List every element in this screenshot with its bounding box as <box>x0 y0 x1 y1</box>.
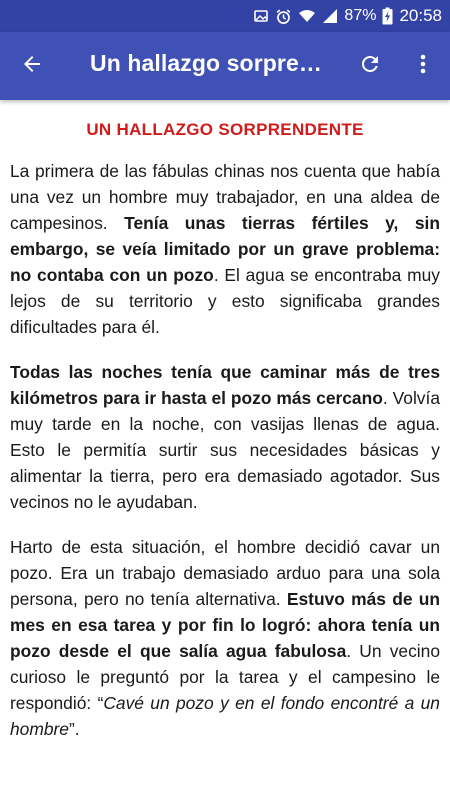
paragraph-3-text-1: Harto de esta situación, el hombre decidió cavar un pozo. Era un trabajo demasiado arduo para una sola persona, pero no tenía alternativa. <box>10 537 440 609</box>
photo-icon <box>253 8 269 24</box>
more-options-button[interactable] <box>408 48 438 84</box>
paragraph-2 <box>10 359 440 515</box>
refresh-button[interactable] <box>352 48 388 84</box>
signal-icon <box>322 8 338 24</box>
paragraph-3 <box>10 534 440 742</box>
paragraph-3-bold-1: Estuvo más de un mes en esa tarea y por fin lo logró: ahora tenía un pozo desde el que salía agua fabulosa <box>10 589 441 661</box>
paragraph-3-text-2: . Un vecino curioso le preguntó por la tarea y el campesino le respondió: “ <box>10 641 441 713</box>
app-bar <box>0 32 450 100</box>
alarm-icon <box>275 8 292 25</box>
paragraph-1-text-2: . El agua se encontraba muy lejos de su territorio y esto significaba grandes dificultades para él. <box>10 265 440 337</box>
page-title: Un hallazgo sorpre… <box>90 50 322 76</box>
paragraph-2-text-1: . Volvía muy tarde en la noche, con vasijas llenas de agua. Esto le permitía surtir sus necesidades básicas y alimentar la tierra, pero era demasiado agotador. Sus vecinos no le ayudaban. <box>10 388 441 512</box>
battery-percent: 87% <box>344 7 377 24</box>
paragraph-2-bold-1: Todas las noches tenía que caminar más de tres kilómetros para ir hasta el pozo más cercano <box>10 362 440 408</box>
more-vert-icon <box>419 52 427 81</box>
article-heading: UN HALLAZGO SORPRENDENTE <box>86 120 364 139</box>
wifi-icon <box>298 8 316 24</box>
paragraph-1 <box>10 158 440 340</box>
paragraph-3-text-3: ”. <box>68 719 80 739</box>
clock: 20:58 <box>399 6 442 25</box>
paragraph-1-text-1: La primera de las fábulas chinas nos cuenta que había una vez un hombre muy trabajador, en una aldea de campesinos. <box>10 161 440 233</box>
article-content <box>10 100 440 761</box>
status-bar <box>0 0 450 32</box>
arrow-back-icon <box>20 52 44 81</box>
paragraph-3-quote: Cavé un pozo y en el fondo encontré a un hombre <box>10 693 440 739</box>
back-button[interactable] <box>14 48 50 84</box>
battery-charging-icon <box>382 7 393 25</box>
refresh-icon <box>358 52 382 81</box>
paragraph-1-bold-1: Tenía unas tierras fértiles y, sin embargo, se veía limitado por un grave problema: no contaba con un pozo <box>10 213 440 285</box>
status-icons <box>253 0 442 32</box>
